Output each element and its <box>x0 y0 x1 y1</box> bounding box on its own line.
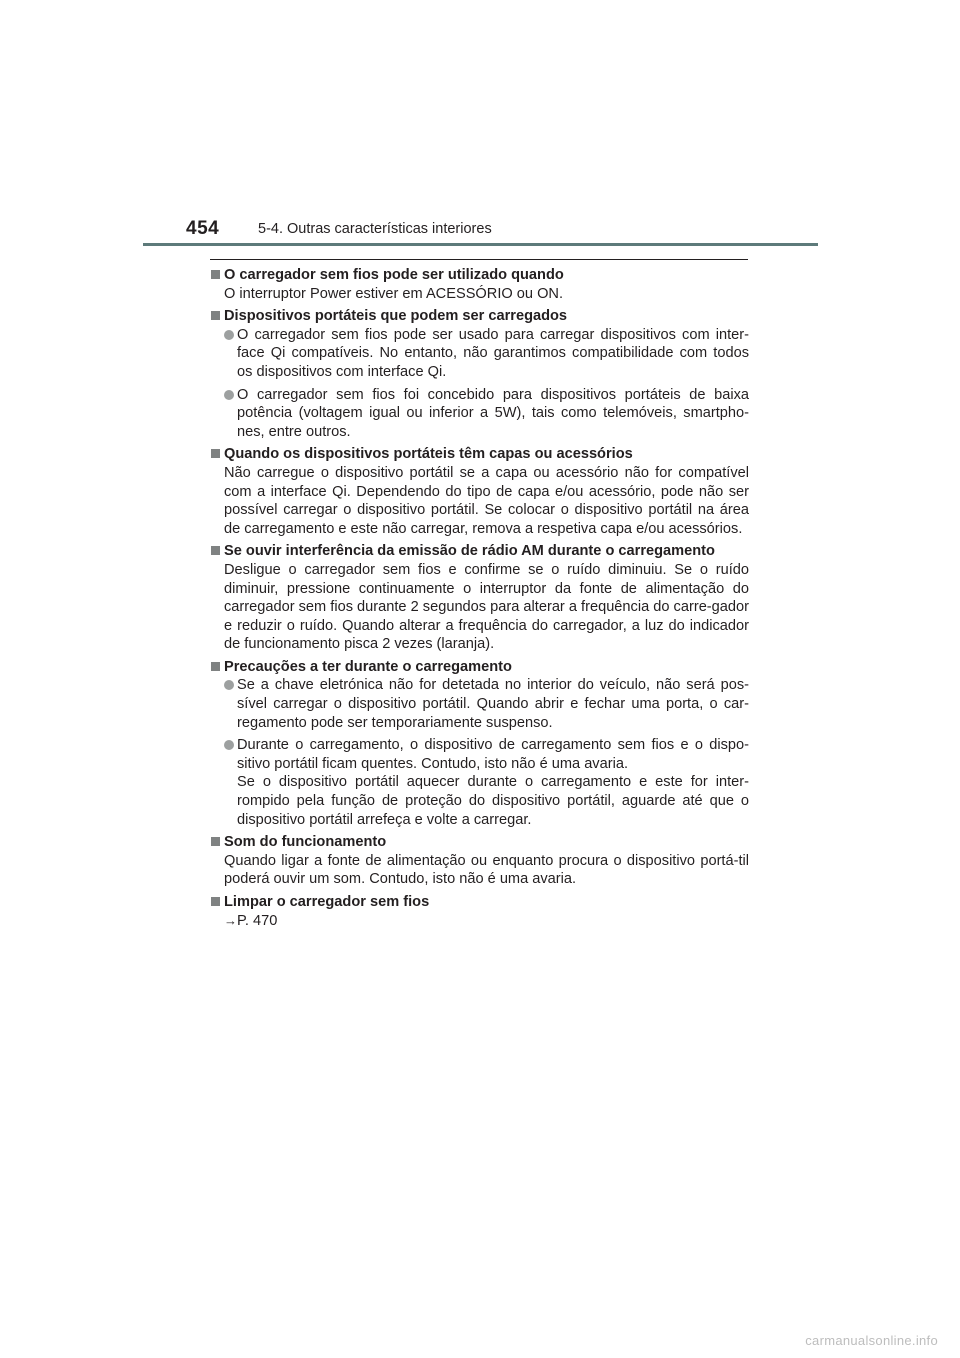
section-heading: Precauções a ter durante o carregamento <box>211 658 749 677</box>
square-bullet-icon <box>211 270 220 279</box>
square-bullet-icon <box>211 837 220 846</box>
list-item: O carregador sem fios pode ser usado para carregar dispositivos com inter-face Qi compatíveis. No entanto, não garantimos compatibilidade com todos os dispositivos com interface Qi. <box>224 326 749 382</box>
section-text: Quando ligar a fonte de alimentação ou enquanto procura o dispositivo portá-til poderá ouvir um som. Contudo, isto não é uma avaria. <box>224 852 749 888</box>
section-chargeable-devices <box>211 307 749 441</box>
page-content <box>211 266 749 934</box>
section-heading: Quando os dispositivos portáteis têm capas ou acessórios <box>211 445 749 464</box>
page-reference-link[interactable] <box>211 912 749 931</box>
section-text: Desligue o carregador sem fios e confirme se o ruído diminuiu. Se o ruído diminuir, pressione continuamente o interruptor da fonte de alimentação do carregador sem fios durante 2 segundos para alterar a frequência do carre-gador e reduzir o ruído. Quando alterar a frequência do carregador, a luz do indicador de funcionamento pisca 2 vezes (laranja). <box>224 561 749 653</box>
section-precautions <box>211 658 749 829</box>
arrow-right-icon: → <box>224 912 237 928</box>
page-number: 454 <box>186 218 220 239</box>
section-title: 5-4. Outras características interiores <box>258 221 492 237</box>
section-heading: O carregador sem fios pode ser utilizado quando <box>211 266 749 285</box>
square-bullet-icon <box>211 662 220 671</box>
section-cases-accessories <box>211 445 749 538</box>
section-cleaning <box>211 893 749 930</box>
list-item-continuation: Se o dispositivo portátil aquecer durante o carregamento e este for inter-rompido pela função de proteção do dispositivo portátil, aguarde até que o dispositivo portátil arrefeça e volte a carregar. <box>237 774 749 828</box>
section-usage-condition <box>211 266 749 303</box>
page-reference-text: P. 470 <box>237 912 278 929</box>
circle-bullet-icon <box>224 740 234 750</box>
square-bullet-icon <box>211 897 220 906</box>
section-heading: Dispositivos portáteis que podem ser carregados <box>211 307 749 326</box>
section-heading: Limpar o carregador sem fios <box>211 893 749 912</box>
square-bullet-icon <box>211 546 220 555</box>
square-bullet-icon <box>211 449 220 458</box>
list-item: Durante o carregamento, o dispositivo de carregamento sem fios e o dispo-sitivo portátil ficam quentes. Contudo, isto não é uma avaria. Se o dispositivo portátil aquecer durante o carregamento e este for inter-rompido pela função de proteção do dispositivo portátil, aguarde até que o dispositivo portátil arrefeça e volte a carregar. <box>224 736 749 829</box>
section-heading: Som do funcionamento <box>211 833 749 852</box>
circle-bullet-icon <box>224 390 234 400</box>
content-divider <box>210 259 748 260</box>
circle-bullet-icon <box>224 680 234 690</box>
section-am-interference <box>211 542 749 654</box>
section-heading: Se ouvir interferência da emissão de rádio AM durante o carregamento <box>211 542 749 561</box>
square-bullet-icon <box>211 311 220 320</box>
list-item: O carregador sem fios foi concebido para dispositivos portáteis de baixa potência (voltagem igual ou inferior a 5W), tais como telemóveis, smartpho-nes, entre outros. <box>224 386 749 442</box>
section-text: Não carregue o dispositivo portátil se a capa ou acessório não for compatível com a interface Qi. Dependendo do tipo de capa e/ou acessório, pode não ser possível carregar o dispositivo portátil. Se colocar o dispositivo portátil na área de carregamento e este não carregar, remova a respetiva capa e/ou acessórios. <box>224 464 749 537</box>
header-divider <box>143 243 818 246</box>
watermark: carmanualsonline.info <box>805 1333 938 1348</box>
circle-bullet-icon <box>224 330 234 340</box>
list-item: Se a chave eletrónica não for detetada no interior do veículo, não será pos-sível carregar o dispositivo portátil. Quando abrir e fechar uma porta, o car-regamento pode ser temporariamente suspenso. <box>224 676 749 732</box>
section-text: O interruptor Power estiver em ACESSÓRIO ou ON. <box>224 285 564 302</box>
page-header <box>0 0 960 250</box>
section-operation-sound <box>211 833 749 889</box>
